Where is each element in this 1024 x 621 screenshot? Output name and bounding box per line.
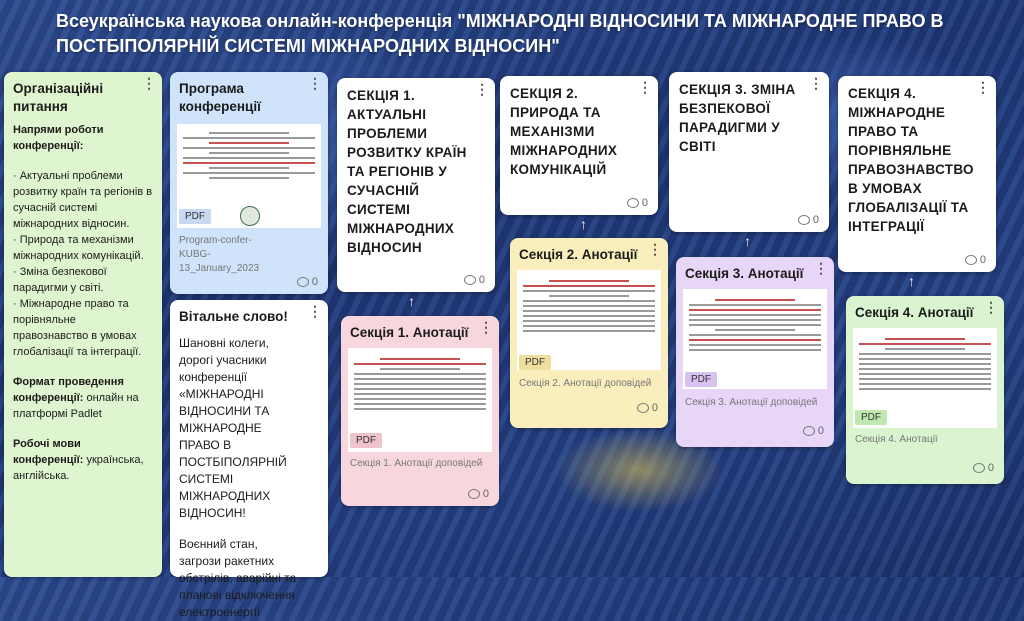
- org-lang-value: українська, англійська.: [13, 454, 144, 482]
- kebab-menu-icon[interactable]: ⋮: [475, 81, 489, 97]
- comments-number: 0: [812, 214, 819, 226]
- connector-arrow-icon: ↑: [408, 293, 415, 309]
- welcome-card[interactable]: [170, 300, 328, 619]
- section-3-card[interactable]: [669, 72, 829, 232]
- org-lang-heading: Робочі мови конференції:: [13, 438, 84, 466]
- annotations-1-card[interactable]: [341, 316, 499, 506]
- org-directions-text: · Актуальні проблеми розвитку країн та регіонів в сучасній системі міжнародних відносин. · Природа та механізми міжнародних комунікацій. · Зміна безпекової парадигми у світі. · Міжнародне право та порівняльне правознавство в умовах глобалізації та інтеграції.: [13, 170, 153, 358]
- comments-number: 0: [311, 276, 318, 288]
- org-card[interactable]: [4, 72, 162, 577]
- annotations-4-title: Секція 4. Анотації: [855, 305, 974, 320]
- comments-number: 0: [641, 197, 648, 209]
- comments-number: 0: [651, 402, 658, 414]
- kebab-menu-icon[interactable]: ⋮: [308, 75, 322, 91]
- comment-icon: [803, 426, 815, 436]
- section-4-card[interactable]: [838, 76, 996, 272]
- comment-icon: [637, 403, 649, 413]
- kebab-menu-icon[interactable]: ⋮: [142, 75, 156, 91]
- comments-count[interactable]: [464, 274, 485, 286]
- kebab-menu-icon[interactable]: ⋮: [648, 241, 662, 257]
- comments-number: 0: [817, 425, 824, 437]
- kebab-menu-icon[interactable]: ⋮: [638, 79, 652, 95]
- comments-count[interactable]: [297, 276, 318, 288]
- comments-count[interactable]: [637, 402, 658, 414]
- annotations-3-title: Секція 3. Анотації: [685, 266, 804, 281]
- annotations-4-card[interactable]: [846, 296, 1004, 484]
- connector-arrow-icon: ↑: [744, 233, 751, 249]
- org-format: [13, 374, 153, 422]
- annotations-1-title: Секція 1. Анотації: [350, 325, 469, 340]
- section-3-title: СЕКЦІЯ 3. ЗМІНА БЕЗПЕКОВОЇ ПАРАДИГМИ У СВІТІ: [679, 82, 796, 154]
- annotations-4-caption[interactable]: Секція 4. Анотації: [855, 434, 938, 445]
- comments-count[interactable]: [803, 425, 824, 437]
- connector-arrow-icon: ↑: [908, 273, 915, 289]
- annotations-2-title: Секція 2. Анотації: [519, 247, 638, 262]
- kebab-menu-icon[interactable]: ⋮: [976, 79, 990, 95]
- comments-number: 0: [979, 254, 986, 266]
- annotations-2-caption[interactable]: Секція 2. Анотації доповідей: [519, 378, 652, 389]
- annotations-1-caption[interactable]: Секція 1. Анотації доповідей: [350, 458, 483, 469]
- section-1-title: СЕКЦІЯ 1. АКТУАЛЬНІ ПРОБЛЕМИ РОЗВИТКУ КРАЇН ТА РЕГІОНІВ У СУЧАСНІЙ СИСТЕМІ МІЖНАРОДНИХ ВІДНОСИН: [347, 88, 467, 255]
- comments-number: 0: [482, 488, 489, 500]
- pdf-badge: PDF: [179, 209, 211, 224]
- comment-icon: [627, 198, 639, 208]
- comments-count[interactable]: [468, 488, 489, 500]
- comments-count[interactable]: [627, 197, 648, 209]
- comment-icon: [297, 277, 309, 287]
- comment-icon: [464, 275, 476, 285]
- comment-icon: [468, 489, 480, 499]
- welcome-text: Шановні колеги, дорогі учасники конференції «МІЖНАРОДНІ ВІДНОСИНИ ТА МІЖНАРОДНЕ ПРАВО В ПОСТБІПОЛЯРНІЙ СИСТЕМІ МІЖНАРОДНИХ ВІДНОСИН!: [179, 336, 287, 520]
- pdf-badge: PDF: [855, 410, 887, 425]
- program-file-name[interactable]: Program-confer-KUBG-13_January_2023: [179, 235, 260, 274]
- program-card-title: Програма конференції: [179, 81, 261, 114]
- section-2-card[interactable]: [500, 76, 658, 215]
- comment-icon: [798, 215, 810, 225]
- comments-count[interactable]: [798, 214, 819, 226]
- section-1-card[interactable]: [337, 78, 495, 292]
- comment-icon: [973, 463, 985, 473]
- kebab-menu-icon[interactable]: ⋮: [809, 75, 823, 91]
- kebab-menu-icon[interactable]: ⋮: [308, 303, 322, 319]
- comments-number: 0: [987, 462, 994, 474]
- page-title: Всеукраїнська наукова онлайн-конференція "МІЖНАРОДНІ ВІДНОСИНИ ТА МІЖНАРОДНЕ ПРАВО В ПОСТБІПОЛЯРНІЙ СИСТЕМІ МІЖНАРОДНИХ ВІДНОСИН": [56, 11, 944, 56]
- annotations-3-card[interactable]: [676, 257, 834, 447]
- org-directions-heading: Напрями роботи конференції:: [13, 124, 104, 152]
- kebab-menu-icon[interactable]: ⋮: [984, 299, 998, 315]
- seal-icon: [240, 206, 260, 226]
- welcome-card-title: Вітальне слово!: [179, 309, 288, 324]
- comments-count[interactable]: [973, 462, 994, 474]
- annotations-3-caption[interactable]: Секція 3. Анотації доповідей: [685, 397, 818, 408]
- comments-count[interactable]: [965, 254, 986, 266]
- kebab-menu-icon[interactable]: ⋮: [479, 319, 493, 335]
- org-card-title: Організаційні питання: [13, 81, 104, 114]
- org-format-value: онлайн на платформі Padlet: [13, 392, 139, 420]
- pdf-badge: PDF: [685, 372, 717, 387]
- comment-icon: [965, 255, 977, 265]
- comments-number: 0: [478, 274, 485, 286]
- program-card[interactable]: [170, 72, 328, 294]
- connector-arrow-icon: ↑: [580, 216, 587, 232]
- section-4-title: СЕКЦІЯ 4. МІЖНАРОДНЕ ПРАВО ТА ПОРІВНЯЛЬНЕ ПРАВОЗНАВСТВО В УМОВАХ ГЛОБАЛІЗАЦІЇ ТА ІНТЕГРАЦІЇ: [848, 86, 974, 234]
- section-2-title: СЕКЦІЯ 2. ПРИРОДА ТА МЕХАНІЗМИ МІЖНАРОДНИХ КОМУНІКАЦІЙ: [510, 86, 618, 177]
- org-format-heading: Формат проведення конференції:: [13, 376, 124, 404]
- welcome-text-2: Воєнний стан, загрози ракетних обстрілів, аварійні та планові відключення електроенергії: [179, 537, 297, 619]
- pdf-badge: PDF: [350, 433, 382, 448]
- pdf-badge: PDF: [519, 355, 551, 370]
- annotations-2-card[interactable]: [510, 238, 668, 428]
- org-languages: [13, 436, 153, 484]
- kebab-menu-icon[interactable]: ⋮: [814, 260, 828, 276]
